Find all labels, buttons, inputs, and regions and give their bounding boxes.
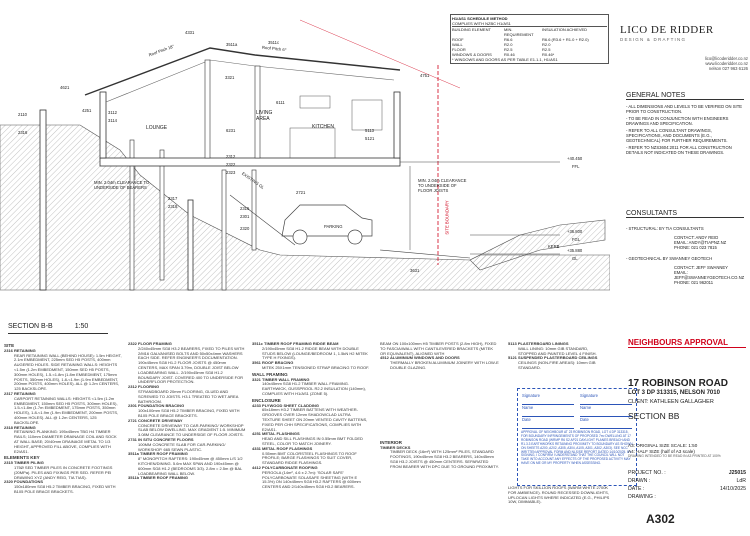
spec-title: ALUMINIUM WINDOWS AND DOORS xyxy=(390,355,460,361)
house-wall-left xyxy=(100,92,106,158)
clearance-note: MIN. 2.04m CLEARANCE TO UNDERSIDE OF FLOOR JOISTS xyxy=(418,178,467,193)
element-tag: 2322 xyxy=(226,162,236,167)
schedule-cell: R2.0 xyxy=(542,42,551,47)
consultants xyxy=(626,210,744,285)
spec-code: 4412 xyxy=(252,464,261,470)
element-tag: 2721 xyxy=(296,190,306,195)
scale-line: A3: ORIGINAL SIZE SCALE: 1:50 xyxy=(628,443,698,448)
retaining-wall-mid xyxy=(188,200,193,290)
schedule-cell: R6.6 xyxy=(504,37,513,42)
spec-item xyxy=(4,349,122,392)
schedule-cell: WINDOWS & DOORS xyxy=(452,52,492,57)
element-tag: 4621 xyxy=(60,85,70,90)
retaining-wall-left xyxy=(40,110,46,290)
project-legal: LOT 3 DP 313315, NELSON 7010 xyxy=(628,390,720,396)
spec-item xyxy=(508,356,608,370)
contact-line: CONTACT: JEFF SWANNEY xyxy=(674,265,728,270)
element-tag: 6111 xyxy=(276,100,285,105)
project-title-block xyxy=(628,378,748,421)
spec-text: 8° MONOPITCH RAFTERS: 190x45mm @ 450mm L/S 1/2 KITCHEN/DINING. 5.6m MAX SPAN AND 190x45mm @ 600mm SG8 H1.2 (BEDROOMS 3/3). 2.8m = 2.5m @ BAL LOADBEARING WALL BELOW. xyxy=(138,456,243,476)
level-label: FGL xyxy=(572,237,581,242)
level-value: +36.800 xyxy=(567,229,583,234)
ceiling-line xyxy=(106,60,394,102)
spec-item xyxy=(4,480,122,494)
contact-phone: nelson 027 963 6126 xyxy=(708,66,748,71)
roof-pitch-label: Roof Pitch 18° xyxy=(147,43,175,58)
spec-code: 3511b xyxy=(128,475,140,481)
spec-code: 2731 xyxy=(128,436,137,442)
element-tag: 3321 xyxy=(225,75,235,80)
contact-line: EMAIL: ANDY@TIAPNZ.NZ xyxy=(674,240,727,245)
schedule-cell: R2.0 xyxy=(504,42,513,47)
scale-note: DRAWING INTENDED TO BE READ IN A3 PRINTED AT 100% xyxy=(628,454,721,459)
spec-title: POLYCARBONATE ROOFING xyxy=(262,464,318,470)
signature-block-right xyxy=(580,393,632,429)
meta-label: PROJECT NO. : xyxy=(628,470,666,476)
room-label-kitchen: KITCHEN xyxy=(312,124,334,130)
pile xyxy=(160,150,164,280)
spec-column-1 xyxy=(4,342,122,495)
spec-heading: WALL FRAMING xyxy=(252,371,288,377)
spec-text: CEILINGS (NON-FIRE AREAS): 10mm GIB STANDARD. xyxy=(518,360,596,370)
meta-label: DATE : xyxy=(628,486,645,492)
schedule-cell: FLOOR xyxy=(452,47,466,52)
company-tagline: DESIGN & DRAFTING xyxy=(620,37,687,42)
stamp-field: Name xyxy=(580,405,632,417)
room-label-living: LIVING AREA xyxy=(256,110,273,122)
spec-title: ROOF BRACING xyxy=(262,360,294,366)
spec-title: FLOOR FRAMING xyxy=(138,341,172,346)
room-label-lounge: LOUNGE xyxy=(146,125,168,131)
project-client: CLIENT: KATHLEEN GALLAGHER xyxy=(628,399,714,405)
spec-column-3 xyxy=(252,342,370,490)
spec-text: CARPORT RETAINING WALLS: HEIGHTS <1.5m (1.2m EMBEDMENT, 150mm SED H5 POSTS, 300mm HOLES), 1.5-<1.8m (1.7m EMBEDMENT, 175mm POSTS, 350mm HOLES), 1.8-<1.9m (1.9m EMBEDMENT, 200mm POSTS, 400mm HOLES). ALL @ 1.2m CENTERS, 125 BACKSLOPE. xyxy=(14,395,119,425)
spec-text: LIGHTS FOR SKILLION ROOFS (WARM WHITE 2700K FOR AMBIENCE). ROUND RECESSED DOWNLIGHTS, UPLOCAN LIGHTS WHERE INDICATED (E.G., PHILIPS 10W, DIMMABLE). xyxy=(508,485,610,505)
spec-code: 5113 xyxy=(508,341,517,346)
roof-line xyxy=(85,48,400,95)
contact-line: EMAIL: JEFF@SWANNEYGEOTECH.CO.NZ xyxy=(674,270,745,280)
spec-text: TIMBER DECK (16m²) WITH 125mm² PILES, STANDARD FOOTINGS, 190x45mm SG8 H3.2 BEARERS, 140x45mm SG8 H3.2 JOISTS @ 450mm CENTERS. SEPARATED FROM BEARER WITH DPC DUE TO GROUND PROXIMITY. xyxy=(390,449,499,469)
spec-item xyxy=(380,446,500,470)
consultants-title: CONSULTANTS xyxy=(626,210,744,218)
spec-code: 3511a xyxy=(128,451,139,457)
element-tag: 2315 xyxy=(240,206,250,211)
spec-code: 4233 xyxy=(252,402,261,408)
spec-text: RETAINING PLANKING: 195x45mm TBG H4 TIMBER RAILS; 110mm DIAMETER DRAINAGE COIL AND SOCK AT WALL BASE; 20/40mm DRAINAGE METAL TO 1/3 HEIGHT, APPROVED FILL ABOVE, COMPLIES WITH E2/AS1. xyxy=(14,429,117,454)
general-note-item: - TO BE READ IN CONJUNCTION WITH ENGINEERS DRAWINGS AND SPECIFICATION. xyxy=(626,116,729,126)
meta-row xyxy=(628,485,746,493)
spec-code: 3561 xyxy=(252,360,261,366)
site-boundary-label: SITE BOUNDARY xyxy=(444,200,450,235)
contact-line: CONTACT: ANDY REID xyxy=(674,235,719,240)
general-notes xyxy=(626,92,744,155)
pile xyxy=(222,170,226,290)
schedule-header: MIN. REQUIREMENT xyxy=(504,27,534,37)
schedule-cell: R6.6 (R3.6 + R1.0 + R2.0) xyxy=(542,37,589,42)
scale-info xyxy=(628,443,748,460)
contact-web: www.licoderidder.co.nz xyxy=(705,61,748,66)
spec-title: TIMBER ROOF FRAMING xyxy=(140,475,189,481)
spec-title: PLASTERBOARD LININGS xyxy=(517,341,569,346)
spec-heading: SITE xyxy=(4,343,15,348)
spec-text: 2/190x45mm SG8 H1.2 RIDGE BEAM WITH DOUBLE STUDS BELOW (LOUNGE/BEDROOM 1, 1.5kN H2 MITEK TYPE H FIXINGS). xyxy=(262,345,368,361)
section-scale: 1:50 xyxy=(74,323,89,330)
stamp-field: Signature xyxy=(522,393,574,405)
spec-code: 3321 xyxy=(252,376,261,382)
spec-title: CONCRETE DRIVEWAY xyxy=(138,417,183,423)
spec-item xyxy=(128,452,246,476)
spec-item xyxy=(252,466,370,490)
element-tag: 6231 xyxy=(226,128,236,133)
spec-item xyxy=(252,342,370,361)
element-tag: 2316 xyxy=(18,130,28,135)
spec-text: 175Ø SED TIMBER PILES IN CONCRETE FOOTINGS (20MPa). PILES AND FIXINGS PER SED. REFER PEI DRAWING XYZ (ANDY REID, TIA TIAS). xyxy=(14,464,113,480)
drawing-date: 14/10/2025 xyxy=(720,486,746,492)
spec-title: FOUNDATIONS xyxy=(14,479,44,485)
spec-text: CONCRETE DRIVEWAY TO CAR-PARKING/ WORKSHOP SLAB BELOW DWELLING. MAX GRADIENT 1:5. MINIMUM 3.08M CLEARANCE TO UNDERSIDE OF FLOOR JOISTS. xyxy=(138,422,246,438)
structural-consultant: - STRUCTURAL: BY TIA CONSULTANTS xyxy=(626,226,704,231)
meta-row xyxy=(628,477,746,485)
spec-item xyxy=(4,426,122,455)
spec-item xyxy=(252,447,370,466)
spec-column-5b xyxy=(508,486,610,505)
spec-item xyxy=(128,385,246,404)
level-label: GL xyxy=(572,256,578,261)
stamp-field: Date xyxy=(580,417,632,429)
spec-item xyxy=(4,461,122,480)
element-tag: 2110 xyxy=(18,112,28,117)
spec-code: 2320 xyxy=(4,479,13,485)
scale-line: A4: HALF SIZE (half of A3 scale) xyxy=(628,448,695,454)
spec-item xyxy=(380,342,500,356)
meta-row xyxy=(628,469,746,477)
stamp-text: APPROVAL OF NEIGHBOUR AT 23 ROBINSON ROAD, LOT 4 DP 313315, FOR BOUNDARY INFRINGEMENTS OF PROPOSED 7m² DWELLING AT 17 ROBINSON ROAD (WRMP R6 S2 AP21 DAYLIGHT PLANES BREACH AND R1.3.3 EARTHWORKS RETAINING PROXIMITY TO BOUNDARY AS SHOWN ON SHEETS A200, A202, A305, A304, A105, A301, A302, A303). SEE NCC WRITTEN APPROVAL FORM AND NLS/SE REPORT DATED 14/10/2025. BY SIGNING, I CONFIRM I UNDERSTAND THAT THE COUNCIL WILL NOT TAKE INTO ACCOUNT ANY EFFECTS OF THE PROPOSED ACTIVITY MAY HAVE ON ME OR MY PROPERTY WHEN ASSESSING. xyxy=(521,430,633,466)
spec-text: 65x18mm H3.2 TIMBER BATTENS WITH WEATHER-GROOVES OVER 12mm SHADOWCLAD ULTRA TEXTURE SHEET ON 20mm VENTED CAVITY BATTENS, FIXED PER CHH SPECIFICATIONS, COMPLIES WITH E2/AS1. xyxy=(262,407,368,432)
spec-title: METAL ROOF FLASHINGS xyxy=(262,445,313,451)
spec-code: 2312 xyxy=(128,384,137,390)
schedule-cell: ROOF xyxy=(452,37,464,42)
spec-item xyxy=(252,378,370,397)
stamp-field: Signature xyxy=(580,393,632,405)
schedule-cell: WALL xyxy=(452,42,463,47)
spec-column-5 xyxy=(508,342,608,371)
interior-wall xyxy=(205,60,210,158)
meta-label: DRAWN : xyxy=(628,478,651,484)
element-tag: 4751 xyxy=(420,73,430,78)
spec-code: 2322 xyxy=(128,341,137,346)
spec-item xyxy=(128,438,246,452)
spec-title: TIMBER WALL FRAMING xyxy=(262,376,310,382)
spec-subheading: ELEMENTS KEY xyxy=(4,455,40,461)
spec-text: MITEK 25X1mm TENSIONED STRAP BRACING TO ROOF. xyxy=(262,364,370,370)
contact-line: PHONE: 021 962011 xyxy=(674,280,714,285)
spec-text: 2/240x45mm SG8 H3.2 BEARERS, FIXED TO PILES WITH 2/M16 GALVANISED BOLTS AND 50x50x4mm WASHERS EACH SIDE. REFER ENGINEER'S DOCUMENTATION. 190x45mm SG8 H1.2 FLOOR JOISTS @ 450mm CENTERS, MAX SPAN 3.79m, DOUBLE JOIST BELOW LOADBEARING WALL. 2/190x45mm SG8 H1.2 BOUNDARY JOIST. COVERED 400 TO UNDERSIDE FOR UNDERFLOOR PROTECTION. xyxy=(138,345,245,385)
spec-column-4 xyxy=(380,342,500,470)
spec-code: 4512 xyxy=(380,355,389,361)
spec-code: 2721 xyxy=(128,417,137,423)
spec-title: PLYWOOD SHEET CLADDING xyxy=(262,402,319,408)
meta-label: DRAWING : xyxy=(628,494,656,500)
schedule-subtitle: COMPLIES WITH NZBC H1/AS1 xyxy=(452,21,511,26)
floor-platform xyxy=(100,158,400,166)
stamp-field: Name xyxy=(522,405,574,417)
spacer xyxy=(380,371,500,439)
spec-title: METAL FLASHINGS xyxy=(262,431,300,437)
kerb-label: KERB xyxy=(548,244,560,249)
spec-title: TIMBER ROOF FRAMING RIDGE BEAM xyxy=(264,341,339,346)
spec-code: 2315 xyxy=(4,460,13,466)
element-tag: 2320 xyxy=(240,226,250,231)
schedule-cell: R2.5 xyxy=(504,47,513,52)
spec-code: 4251 xyxy=(252,431,261,437)
spec-text: THERMALLY BROKEN ALUMINIUM JOINERY WITH LOW-E DOUBLE GLAZING. xyxy=(390,360,499,370)
drawn-by: LdR xyxy=(736,478,746,484)
spec-item xyxy=(380,356,500,370)
schedule-header-row xyxy=(452,26,607,37)
geotech-contact xyxy=(674,265,744,285)
spec-item xyxy=(128,476,246,481)
neighbours-approval-title: NEIGHBOURS APPROVAL xyxy=(628,338,746,348)
element-tag: 2318 xyxy=(168,204,178,209)
spec-text: 150x180mm SG8 H5.2 TIMBER BRACING, FIXED WITH B105 POLE BRACE BRACKETS. xyxy=(14,484,116,494)
element-tag: 3112 xyxy=(108,110,118,115)
room-label-parking: PARKING xyxy=(324,224,343,229)
spec-title: RETAINING xyxy=(14,424,36,430)
level-value: +35.880 xyxy=(567,248,583,253)
level-value: +40.450 xyxy=(567,156,583,161)
contact-email: lico@licoderidder.co.nz xyxy=(704,56,748,61)
element-tag: 3511a xyxy=(226,42,238,47)
general-note-item: - REFER TO ALL CONSULTANT DRAWINGS, SPECIFICATIONS, AND DOCUMENTS (E.G., GEOTECHNICAL) FOR FURTHER REQUIREMENTS. xyxy=(626,128,728,143)
element-tag: 5113 xyxy=(365,128,375,133)
spec-item xyxy=(128,419,246,438)
kitchen-cabinet xyxy=(300,96,330,108)
schedule-cell: R0.46 xyxy=(504,52,515,57)
level-label: FFL xyxy=(572,164,580,169)
spec-code: 2318 xyxy=(4,424,13,430)
section-title-underline xyxy=(8,333,108,334)
general-note-item: - REFER TO NZS3604:2011 FOR ALL CONSTRUCTION DETAILS NOT INDICATED ON THESE DRAWINGS. xyxy=(626,145,732,155)
spec-heading: ENCLOSURE xyxy=(252,397,281,403)
house-wall-right xyxy=(394,92,400,158)
schedule-cell: R2.5 xyxy=(542,47,551,52)
spec-item xyxy=(252,361,370,371)
project-number: J25015 xyxy=(728,470,746,476)
general-note-item: - ALL DIMENSIONS AND LEVELS TO BE VERIFIED ON SITE PRIOR TO CONSTRUCTION. xyxy=(626,104,743,114)
spec-item xyxy=(508,342,608,356)
drawing-number: A302 xyxy=(646,512,675,526)
spec-column-2 xyxy=(128,342,246,481)
spec-code: 5121 xyxy=(508,355,517,361)
schedule-cell: R0.46* xyxy=(542,52,555,57)
spec-heading: INTERIOR xyxy=(380,439,402,445)
element-tag: 3511c xyxy=(268,40,280,45)
project-meta xyxy=(628,469,746,501)
spec-code: 2301 xyxy=(128,403,137,409)
spec-text: PERGOLA (14m², 4.6 x 2.7m): 'SOLAR SAFE' POLYCARBONATE SOLASAFE SHEETING (WITH E 15.3%) ON 140x45mm SG8 H3.2 RAFTERS @ 600mm CENTERS AND 2/140x45mm SG8 H3.2 BEARERS. xyxy=(262,469,361,490)
spec-text: HEAD AND SILL FLASHINGS IN 0.55mm BMT FOLDED STEEL, COLOR TO MATCH JOINERY. xyxy=(262,436,363,446)
spec-text: WALL LINING: 10mm GIB STANDARD, STOPPED AND PAINTED LEVEL 4 FINISH. xyxy=(518,345,597,356)
spec-text: 0.55mm BMT COLORSTEEL FLASHINGS TO ROOF PROFILE; BARGE FLASHINGS TO SUIT COVER, STANDARD RIDGE FLASHINGS. xyxy=(262,450,357,466)
contact-line: PHONE: 021 023 7815 xyxy=(674,245,717,250)
geotech-consultant: - GEOTECHNICAL BY SWANNEY GEOTECH xyxy=(626,256,713,261)
spec-item xyxy=(252,404,370,433)
kitchen-bench xyxy=(290,128,335,158)
spec-title: TIMBER PILING xyxy=(14,460,44,466)
spec-title: RETAINING xyxy=(14,347,36,353)
window xyxy=(352,100,382,130)
spec-item xyxy=(4,392,122,426)
spec-title: SUSPENDED PLASTERBOARD CEILINGS xyxy=(518,355,598,361)
spec-code: 3511c xyxy=(252,341,263,346)
element-tag: 3114 xyxy=(108,118,118,123)
spec-text: 100MM CONCRETE SLAB FOR CAR-PARKING/ WORKSHOP. 665 SEWN PLASTIC. xyxy=(138,441,226,452)
general-notes-title: GENERAL NOTES xyxy=(626,92,744,100)
element-tag: 4331 xyxy=(185,30,195,35)
sheet-title: SECTION BB xyxy=(628,411,680,421)
spec-title: FOUNDATION BRACING xyxy=(138,403,185,409)
spec-title: RETAINING xyxy=(14,390,36,396)
spec-title: FLOORING xyxy=(138,384,160,390)
stamp-field: Date xyxy=(522,417,574,429)
h1-schedule xyxy=(450,14,609,64)
element-tag: 2317 xyxy=(168,196,178,201)
clearance-note: MIN. 2.04m CLEARANCE TO UNDERSIDE OF BEARERS xyxy=(94,180,150,190)
schedule-note: * WINDOWS AND DOORS AS PER TABLE E1.1.1, H1/AS1 xyxy=(452,57,558,62)
spec-title: IN SITU CONCRETE FLOORS xyxy=(138,436,194,442)
neighbour-approval-stamp xyxy=(517,388,637,486)
spec-code: 2316 xyxy=(4,347,13,353)
schedule-header: BUILDING ELEMENT xyxy=(452,27,491,32)
project-address: 17 ROBINSON ROAD xyxy=(628,378,729,389)
schedule-header: INSULATION ACHIEVED xyxy=(542,27,588,32)
element-tag: 2301 xyxy=(240,214,250,219)
structural-contact xyxy=(674,235,744,250)
element-tag: 2312 xyxy=(226,154,236,159)
spec-code: 4331 xyxy=(252,445,261,451)
spec-text: STRANDBOARD 20mm FLOORING, GLUED AND SCREWED TO JOISTS. H3.1 TREATED TO WET AREA BATHROOM. xyxy=(138,388,239,404)
element-tag: 5121 xyxy=(365,136,375,141)
spec-text: REAR RETAINING WALL (BEHIND HOUSE): 1.5m HEIGHT, 2.1m EMBEDMENT, 225mm SED H5 POSTS, 400mm AUGERED HOLES. SIDE RETAINING WALLS: HEIGHTS <1.5m (1.2m EMBEDMENT, 150mm SED H5 POSTS, 300mm HOLES), 1.5-<1.8m (1.8m EMBEDMENT, 175mm POSTS, 350mm HOLES), 1.8-<1.9m (1.9m EMBEDMENT, 200mm POSTS, 400mm HOLES). ALL @ 1.2m CENTERS, 125 BACKSLOPE. xyxy=(14,352,122,392)
element-tag: 3631 xyxy=(410,268,420,273)
spec-text: 100x100mm SG8 H5.2 TIMBER BRACING, FIXED WITH B105 POLE BRACE BRACKETS. xyxy=(138,408,240,418)
spec-item xyxy=(128,404,246,418)
spec-title: TIMBER ROOF FRAMING xyxy=(140,451,188,457)
section-title-block xyxy=(8,323,108,330)
element-tag: 4251 xyxy=(82,108,92,113)
spec-title: TIMBER DECKS xyxy=(380,444,411,450)
company-contact xyxy=(672,56,748,71)
company-name: LICO DE RIDDER xyxy=(620,24,714,36)
spec-text: BEAM ON 100x100mm H5 TIMBER POSTS (2.8m HIGH), FIXED TO FASCIA/WALL WITH CANTILEVERED BRACKETS (MITEK OR EQUIVALENT), ALIGNED WITH xyxy=(380,341,497,356)
company-logo xyxy=(620,24,744,42)
schedule-title: H1/AS1 SCHEDULE METHOD xyxy=(452,16,508,21)
spec-code: 2317 xyxy=(4,390,13,396)
spec-item xyxy=(252,432,370,446)
spec-item xyxy=(128,342,246,385)
signature-block-left xyxy=(522,393,574,429)
spec-text: 140x45mm SG8 H1.2 TIMBER WALL FRAMING. EARTHWICK, GUSSPROOL R2.2 INSULATION (140mm), COMPLIES WITH H1/AS1 (ZONE 5). xyxy=(262,381,366,396)
existing-gl-label: EXISTING GL xyxy=(240,170,266,191)
roof-pitch-label: Roof Pitch 6° xyxy=(261,44,287,53)
section-title: SECTION B-B xyxy=(8,323,53,330)
element-tag: 2323 xyxy=(226,170,236,175)
